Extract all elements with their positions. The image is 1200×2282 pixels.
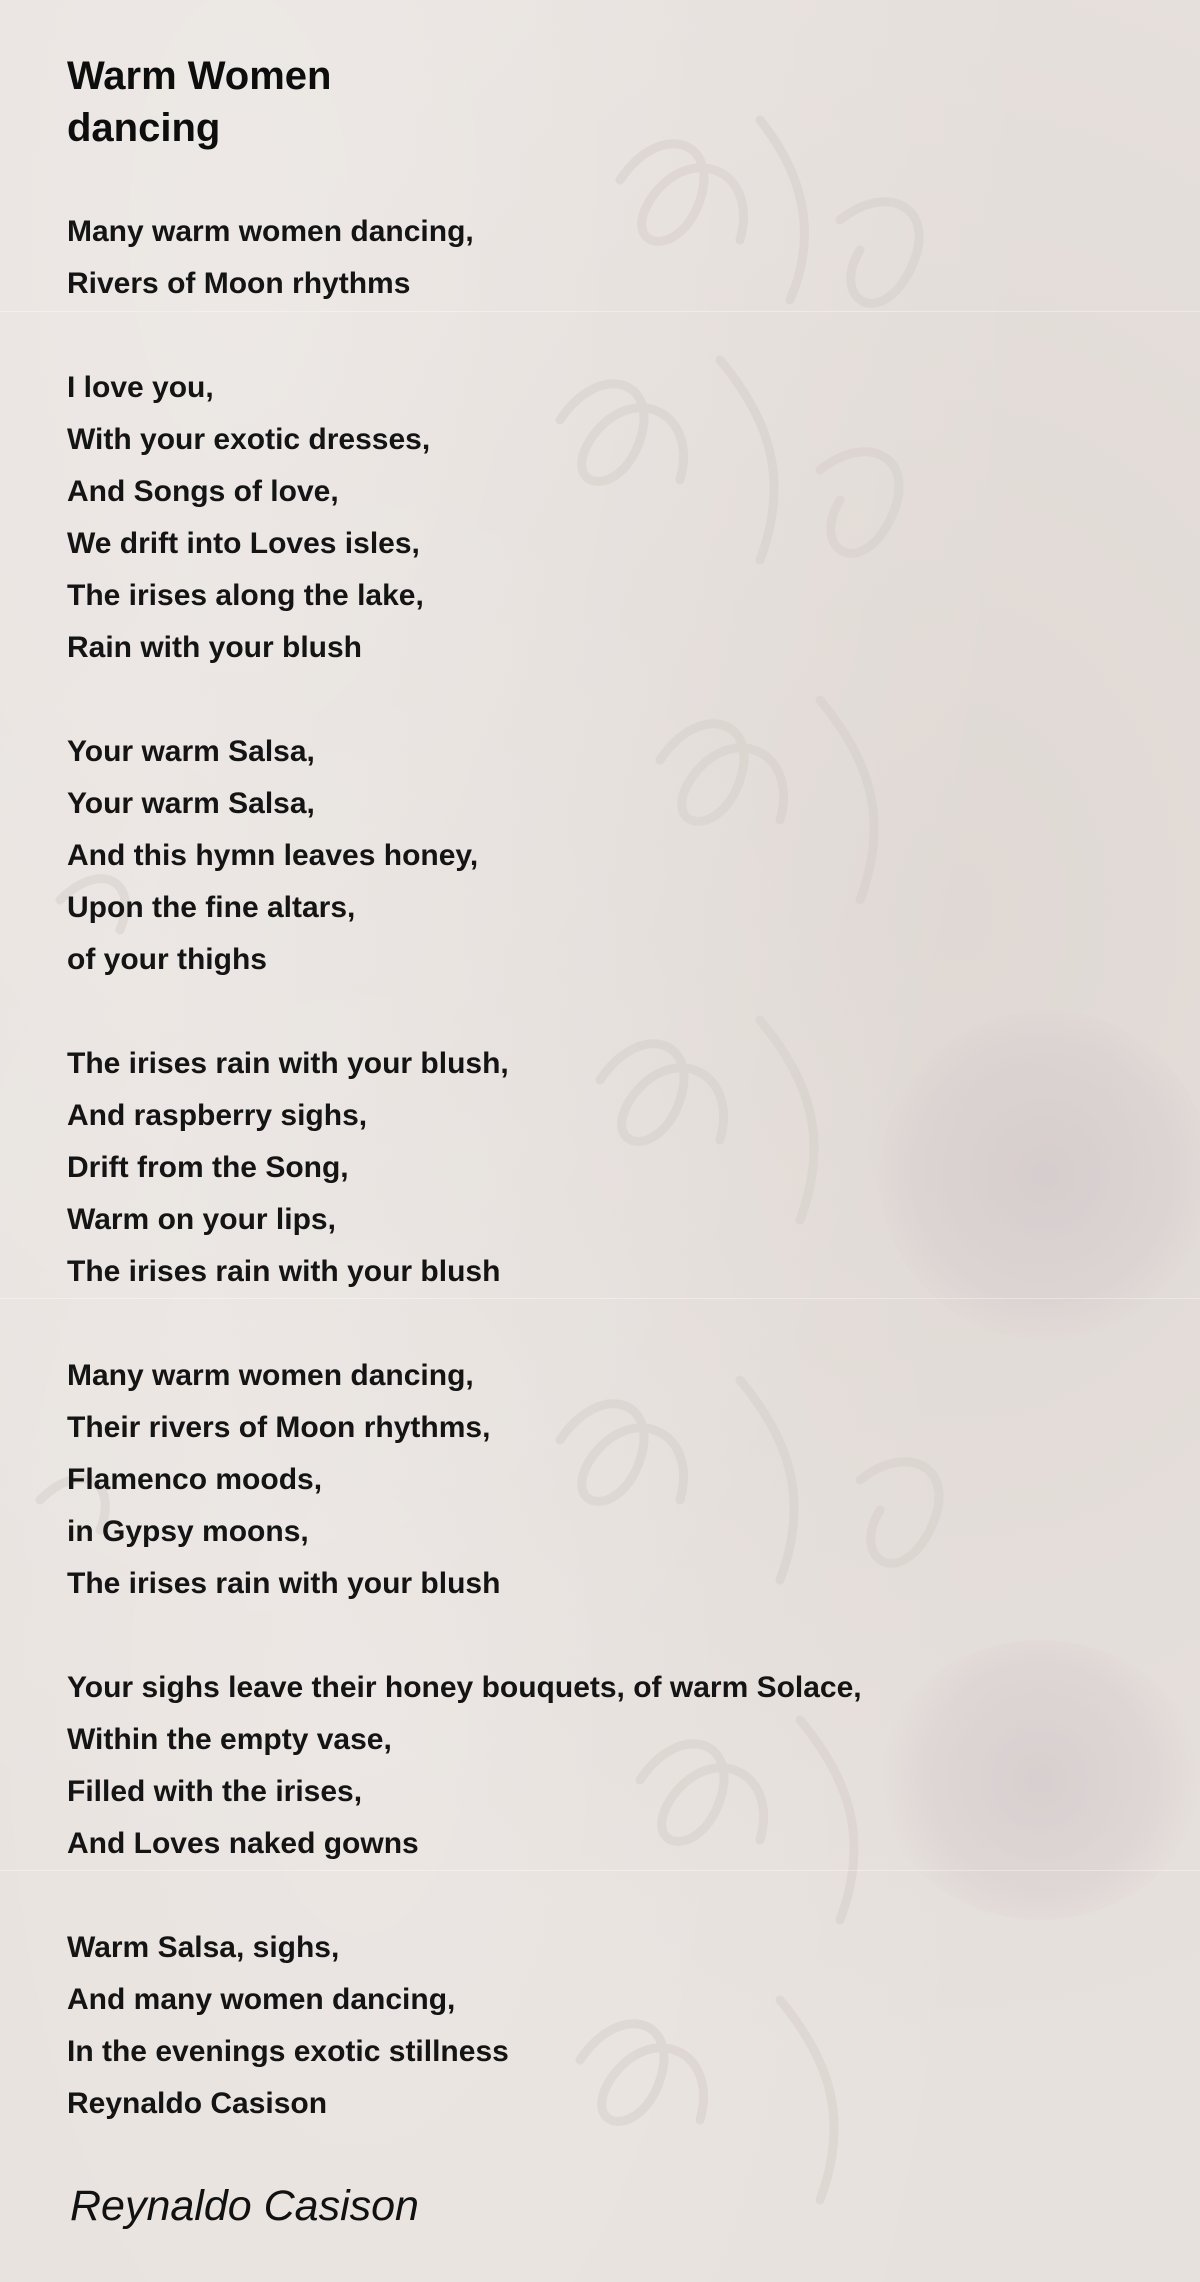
poem-line: The irises rain with your blush,: [67, 1047, 509, 1080]
poem-line: The irises rain with your blush: [67, 1255, 501, 1288]
poem-line: Rain with your blush: [67, 631, 363, 664]
poem-line: Many warm women dancing,: [67, 1359, 474, 1392]
poem-line: Many warm women dancing,: [67, 215, 474, 248]
poem-line: And raspberry sighs,: [67, 1099, 368, 1132]
poem-line: Your warm Salsa,: [67, 787, 315, 820]
poem-title: Warm Women dancing: [67, 54, 332, 150]
poem-line: Reynaldo Casison: [67, 2087, 328, 2120]
poem-line: Drift from the Song,: [67, 1151, 349, 1184]
poem-line: The irises along the lake,: [67, 579, 424, 612]
poem-line: in Gypsy moons,: [67, 1515, 309, 1548]
poem-line: Warm Salsa, sighs,: [67, 1931, 340, 1964]
poem-line: We drift into Loves isles,: [67, 527, 420, 560]
author-signature: Reynaldo Casison: [70, 2182, 419, 2230]
poem-container: [67, 50, 1147, 2182]
poem-stanza: [67, 1038, 1147, 1298]
poem-line: I love you,: [67, 371, 214, 404]
poem-line: With your exotic dresses,: [67, 423, 431, 456]
poem-stanza: [67, 1662, 1147, 1870]
poem-body: [67, 206, 1147, 2130]
poem-line: Warm on your lips,: [67, 1203, 336, 1236]
poem-stanza: [67, 206, 1147, 310]
poem-line: Upon the fine altars,: [67, 891, 356, 924]
poem-line: Within the empty vase,: [67, 1723, 392, 1756]
poem-line: Rivers of Moon rhythms: [67, 267, 411, 300]
poem-line: And this hymn leaves honey,: [67, 839, 479, 872]
poem-line: Your sighs leave their honey bouquets, of warm Solace,: [67, 1671, 862, 1704]
poem-line: The irises rain with your blush: [67, 1567, 501, 1600]
poem-line: Filled with the irises,: [67, 1775, 363, 1808]
poem-line: And Songs of love,: [67, 475, 339, 508]
poem-stanza: [67, 362, 1147, 674]
poem-stanza: [67, 1350, 1147, 1610]
poem-stanza: [67, 726, 1147, 986]
poem-line: Their rivers of Moon rhythms,: [67, 1411, 491, 1444]
poem-stanza: [67, 1922, 1147, 2130]
poem-line: In the evenings exotic stillness: [67, 2035, 509, 2068]
poem-line: Your warm Salsa,: [67, 735, 315, 768]
poem-line: Flamenco moods,: [67, 1463, 323, 1496]
poem-line: And many women dancing,: [67, 1983, 456, 2016]
poem-line: of your thighs: [67, 943, 267, 976]
poem-line: And Loves naked gowns: [67, 1827, 419, 1860]
